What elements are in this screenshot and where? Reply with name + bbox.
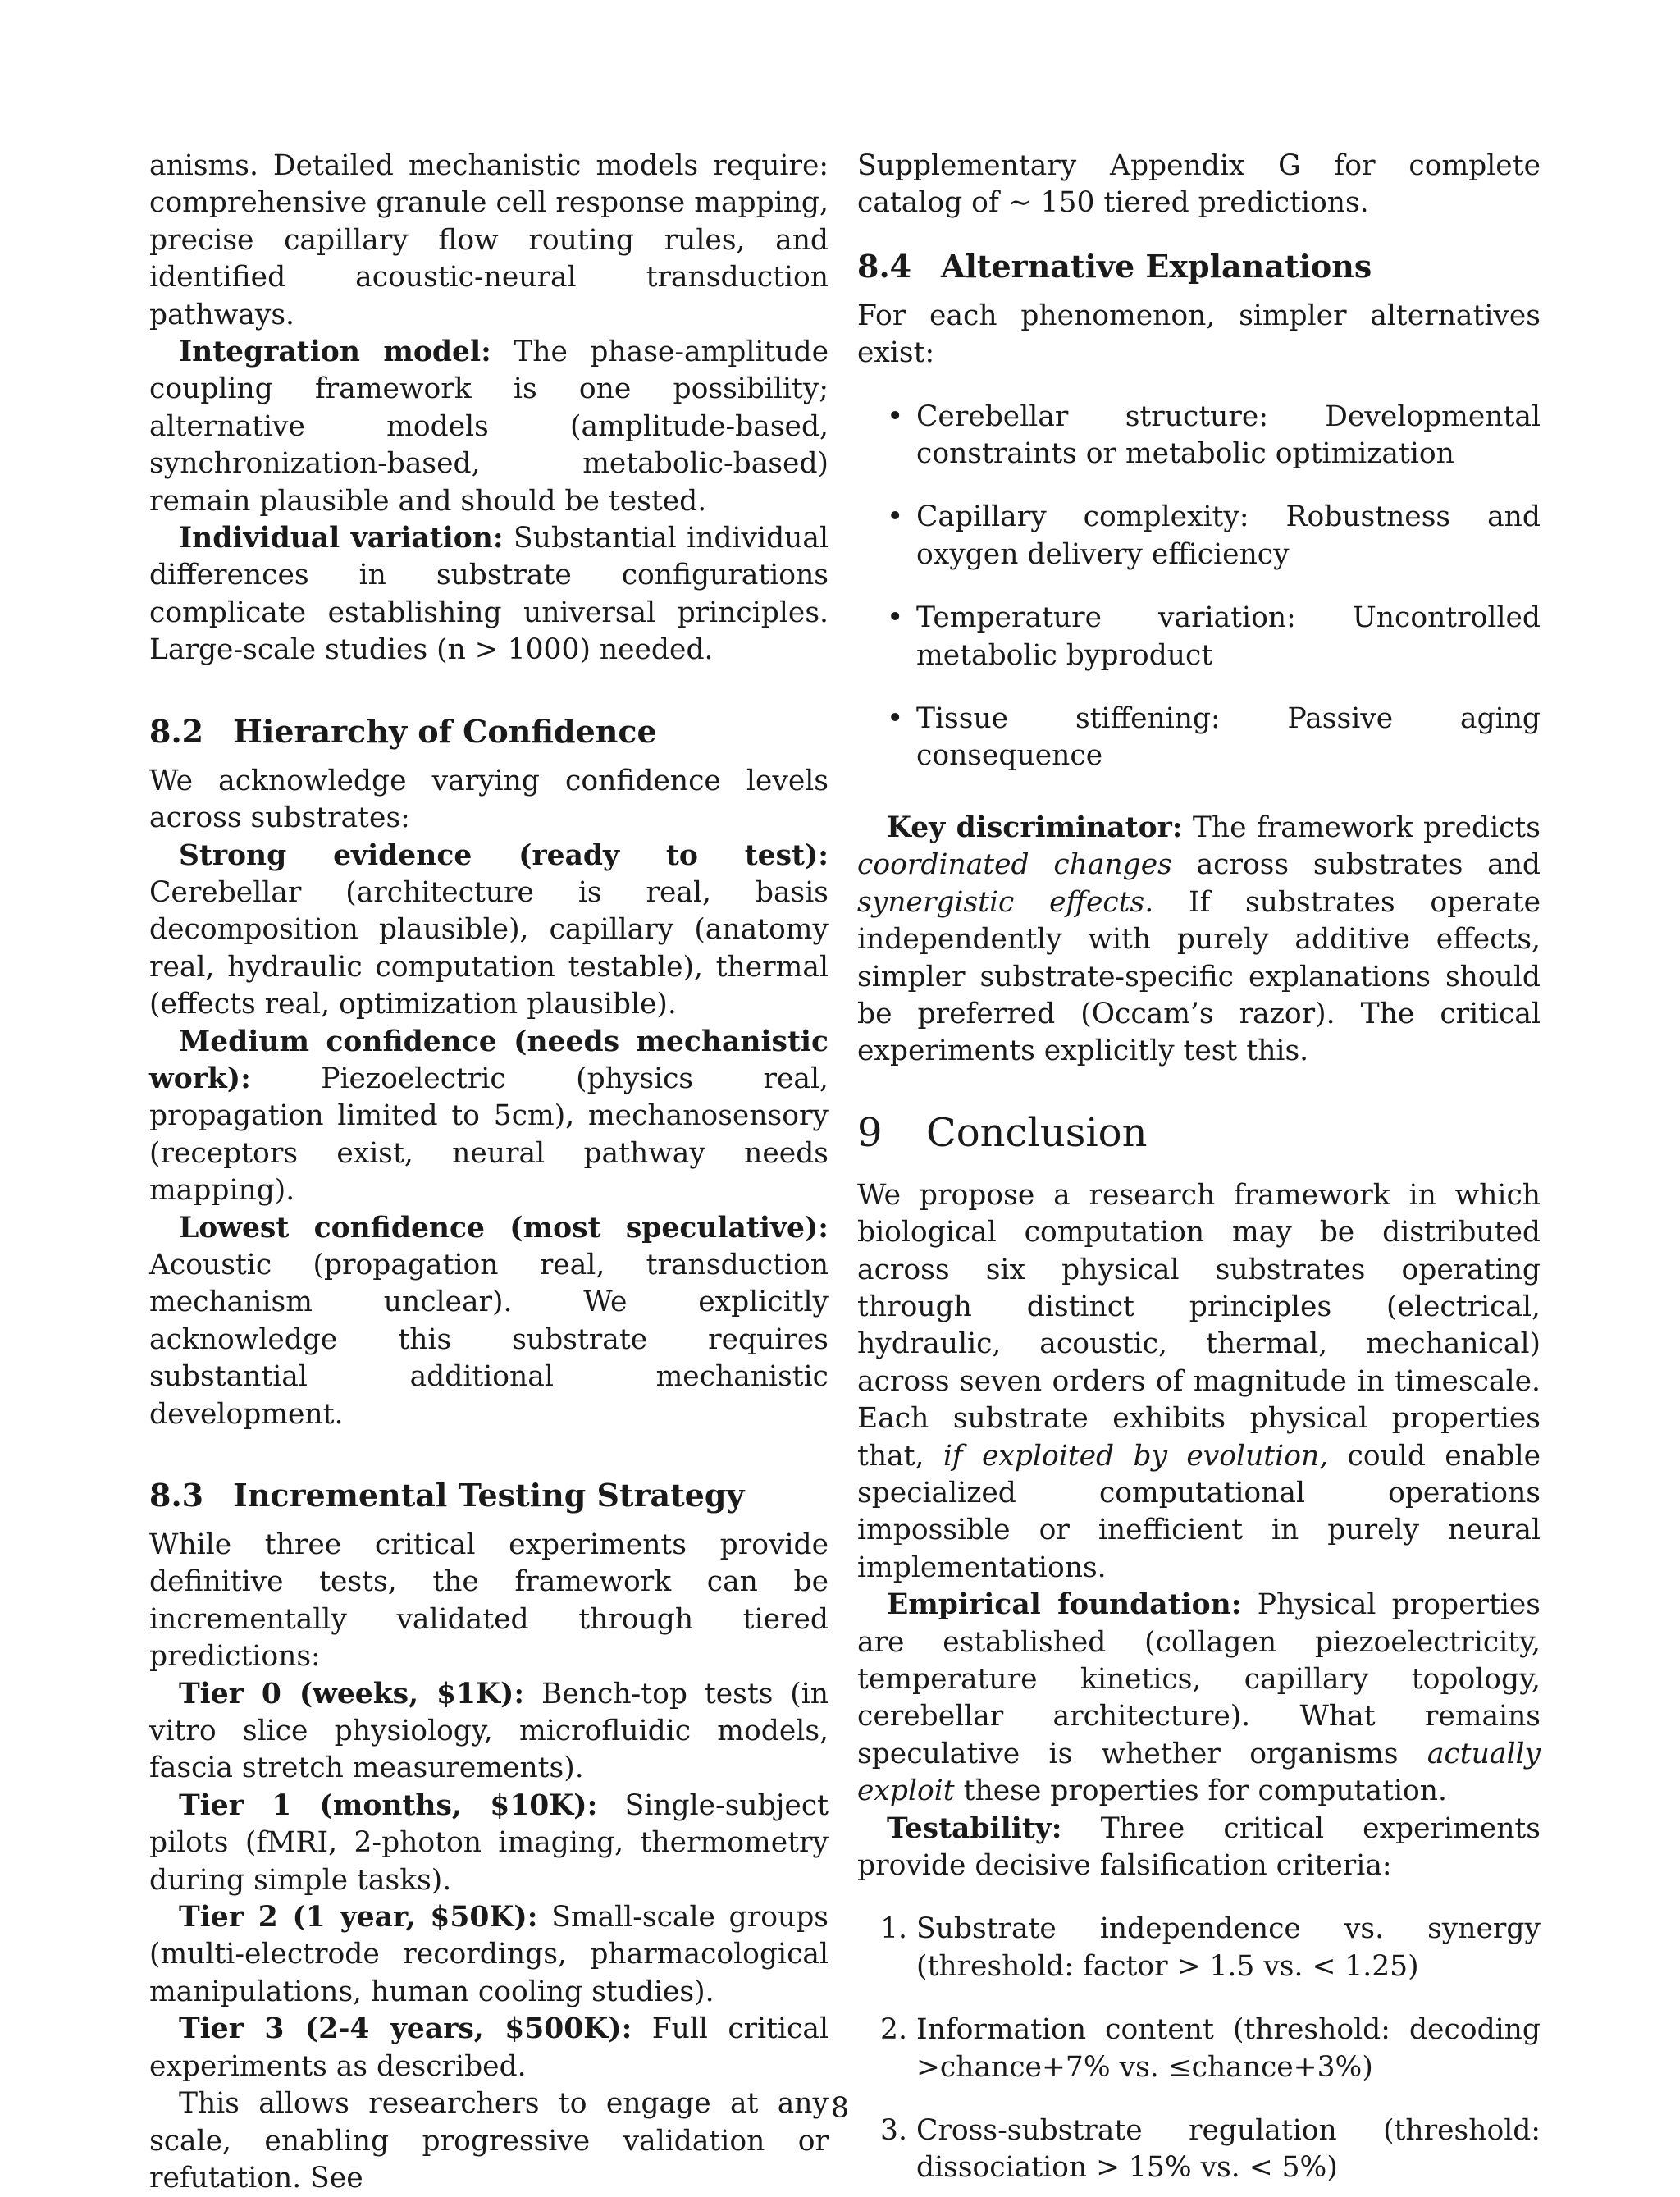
paragraph-integration-model: Integration model: The phase-amplitude coupling framework is one possibility; alternative models (amplitude-based, synchronization-based, metabolic-based) remain plausible and should be tested. [149, 336, 829, 518]
criteria-list [857, 1911, 1541, 2186]
run-in-heading: Empirical foundation: [887, 1588, 1242, 1622]
paragraph-key-discriminator: Key discriminator: The framework predicts coordinated changes across substrates and synergistic effects. If substrates operate independently with purely additive effects, simpler substrate-specific explanations should be preferred (Occam’s razor). The critical experiments explicitly test this. [857, 811, 1541, 1068]
run-in-heading: Tier 0 (weeks, $1K): [179, 1677, 525, 1711]
bullet-glyph: • [887, 601, 904, 635]
run-in-heading: Lowest confidence (most speculative): [179, 1211, 829, 1245]
section-heading-9: 9 Conclusion [857, 1109, 1148, 1156]
paragraph-testability: Testability: Three critical experiments provide decisive falsification criteria: [857, 1811, 1541, 1883]
paragraph-testing-intro: While three critical experiments provide definitive tests, the framework can be incrementally validated through tiered predictions: [149, 1528, 829, 1674]
run-in-heading: Integration model: [179, 336, 491, 369]
run-in-heading: Individual variation: [179, 522, 504, 555]
list-item: 1. Substrate independence vs. synergy (threshold: factor > 1.5 vs. < 1.25) [880, 1912, 1541, 1983]
list-item: 2. Information content (threshold: decoding >chance+7% vs. ≤chance+3%) [880, 2013, 1541, 2084]
run-in-heading: Strong evidence (ready to test): [179, 838, 829, 872]
list-item: 3. Cross-substrate regulation (threshold: dissociation > 15% vs. < 5%) [880, 2114, 1541, 2185]
list-item: • Tissue stiffening: Passive aging consequence [887, 702, 1541, 773]
list-item: • Temperature variation: Uncontrolled metabolic byproduct [887, 601, 1541, 672]
paragraph-individual-variation: Individual variation: Substantial individual differences in substrate configurations complicate establishing universal principles. Large-scale studies (n > 1000) needed. [149, 522, 829, 667]
run-in-heading: Testability: [887, 1811, 1062, 1845]
alternatives-list [857, 399, 1541, 775]
run-in-heading: Tier 2 (1 year, $50K): [179, 1901, 538, 1934]
paragraph-tier-0: Tier 0 (weeks, $1K): Bench-top tests (in vitro slice physiology, microfluidic models, fascia stretch measurements). [149, 1677, 829, 1785]
section-heading-8-2: 8.2 Hierarchy of Confidence [149, 712, 657, 750]
section-heading-8-4: 8.4 Alternative Explanations [857, 247, 1372, 285]
paragraph-strong-evidence: Strong evidence (ready to test): Cerebellar (architecture is real, basis decomposition plausible), capillary (anatomy real, hydraulic computation testable), thermal (effects real, optimization plausible). [149, 838, 829, 1021]
paragraph-medium-confidence: Medium confidence (needs mechanistic work): Piezoelectric (physics real, propagation limited to 5cm), mechanosensory (receptors exist, neural pathway needs mapping). [149, 1025, 829, 1208]
bullet-glyph: • [887, 400, 904, 433]
left-column [149, 148, 829, 2197]
bullet-glyph: • [887, 500, 904, 534]
run-in-heading: Tier 1 (months, $10K): [179, 1788, 598, 1822]
paragraph-conclusion: We propose a research framework in which biological computation may be distributed across six physical substrates operating through distinct principles (electrical, hydraulic, acoustic, thermal, mechanical) across seven orders of magnitude in timescale. Each substrate exhibits physical properties that, if exploited by evolution, could enable specialized computational operations impossible or inefficient in purely neural implementations. [857, 1178, 1541, 1584]
paragraph-alternatives-intro: For each phenomenon, simpler alternatives exist: [857, 299, 1541, 370]
run-in-heading: Tier 3 (2-4 years, $500K): [179, 2012, 632, 2046]
bullet-glyph: • [887, 702, 904, 736]
right-column [857, 148, 1541, 2187]
list-item: • Capillary complexity: Robustness and oxygen delivery efficiency [887, 500, 1541, 571]
paragraph-hierarchy-intro: We acknowledge varying confidence levels across substrates: [149, 764, 829, 835]
paragraph-continued-right: Supplementary Appendix G for complete catalog of ∼ 150 tiered predictions. [857, 149, 1541, 220]
paragraph-lowest-confidence: Lowest confidence (most speculative): Acoustic (propagation real, transduction mechanism unclear). We explicitly acknowledge this substrate requires substantial additional mechanistic development. [149, 1211, 829, 1431]
run-in-heading: Key discriminator: [887, 811, 1183, 844]
paragraph-continued: anisms. Detailed mechanistic models require: comprehensive granule cell response mapping, precise capillary flow routing rules, and identified acoustic-neural transduction pathways. [149, 149, 829, 331]
paragraph-tier-1: Tier 1 (months, $10K): Single-subject pilots (fMRI, 2-photon imaging, thermometry during simple tasks). [149, 1788, 829, 1897]
paragraph-tier-3: Tier 3 (2-4 years, $500K): Full critical experiments as described. [149, 2012, 829, 2083]
section-heading-8-3: 8.3 Incremental Testing Strategy [149, 1477, 745, 1514]
paragraph-tier-2: Tier 2 (1 year, $50K): Small-scale groups (multi-electrode recordings, pharmacological manipulations, human cooling studies). [149, 1901, 829, 2008]
list-item: • Cerebellar structure: Developmental constraints or metabolic optimization [887, 400, 1541, 471]
page-number: 8 [831, 2092, 849, 2125]
paragraph-empirical-foundation: Empirical foundation: Physical properties are established (collagen piezoelectricity, temperature kinetics, capillary topology, cerebellar architecture). What remains speculative is whether organisms actually exploit these properties for computation. [857, 1588, 1541, 1808]
paragraph-closing: This allows researchers to engage at any scale, enabling progressive validation or refutation. See [149, 2087, 829, 2195]
run-in-heading: Medium confidence (needs mechanistic work): [149, 1025, 829, 1095]
